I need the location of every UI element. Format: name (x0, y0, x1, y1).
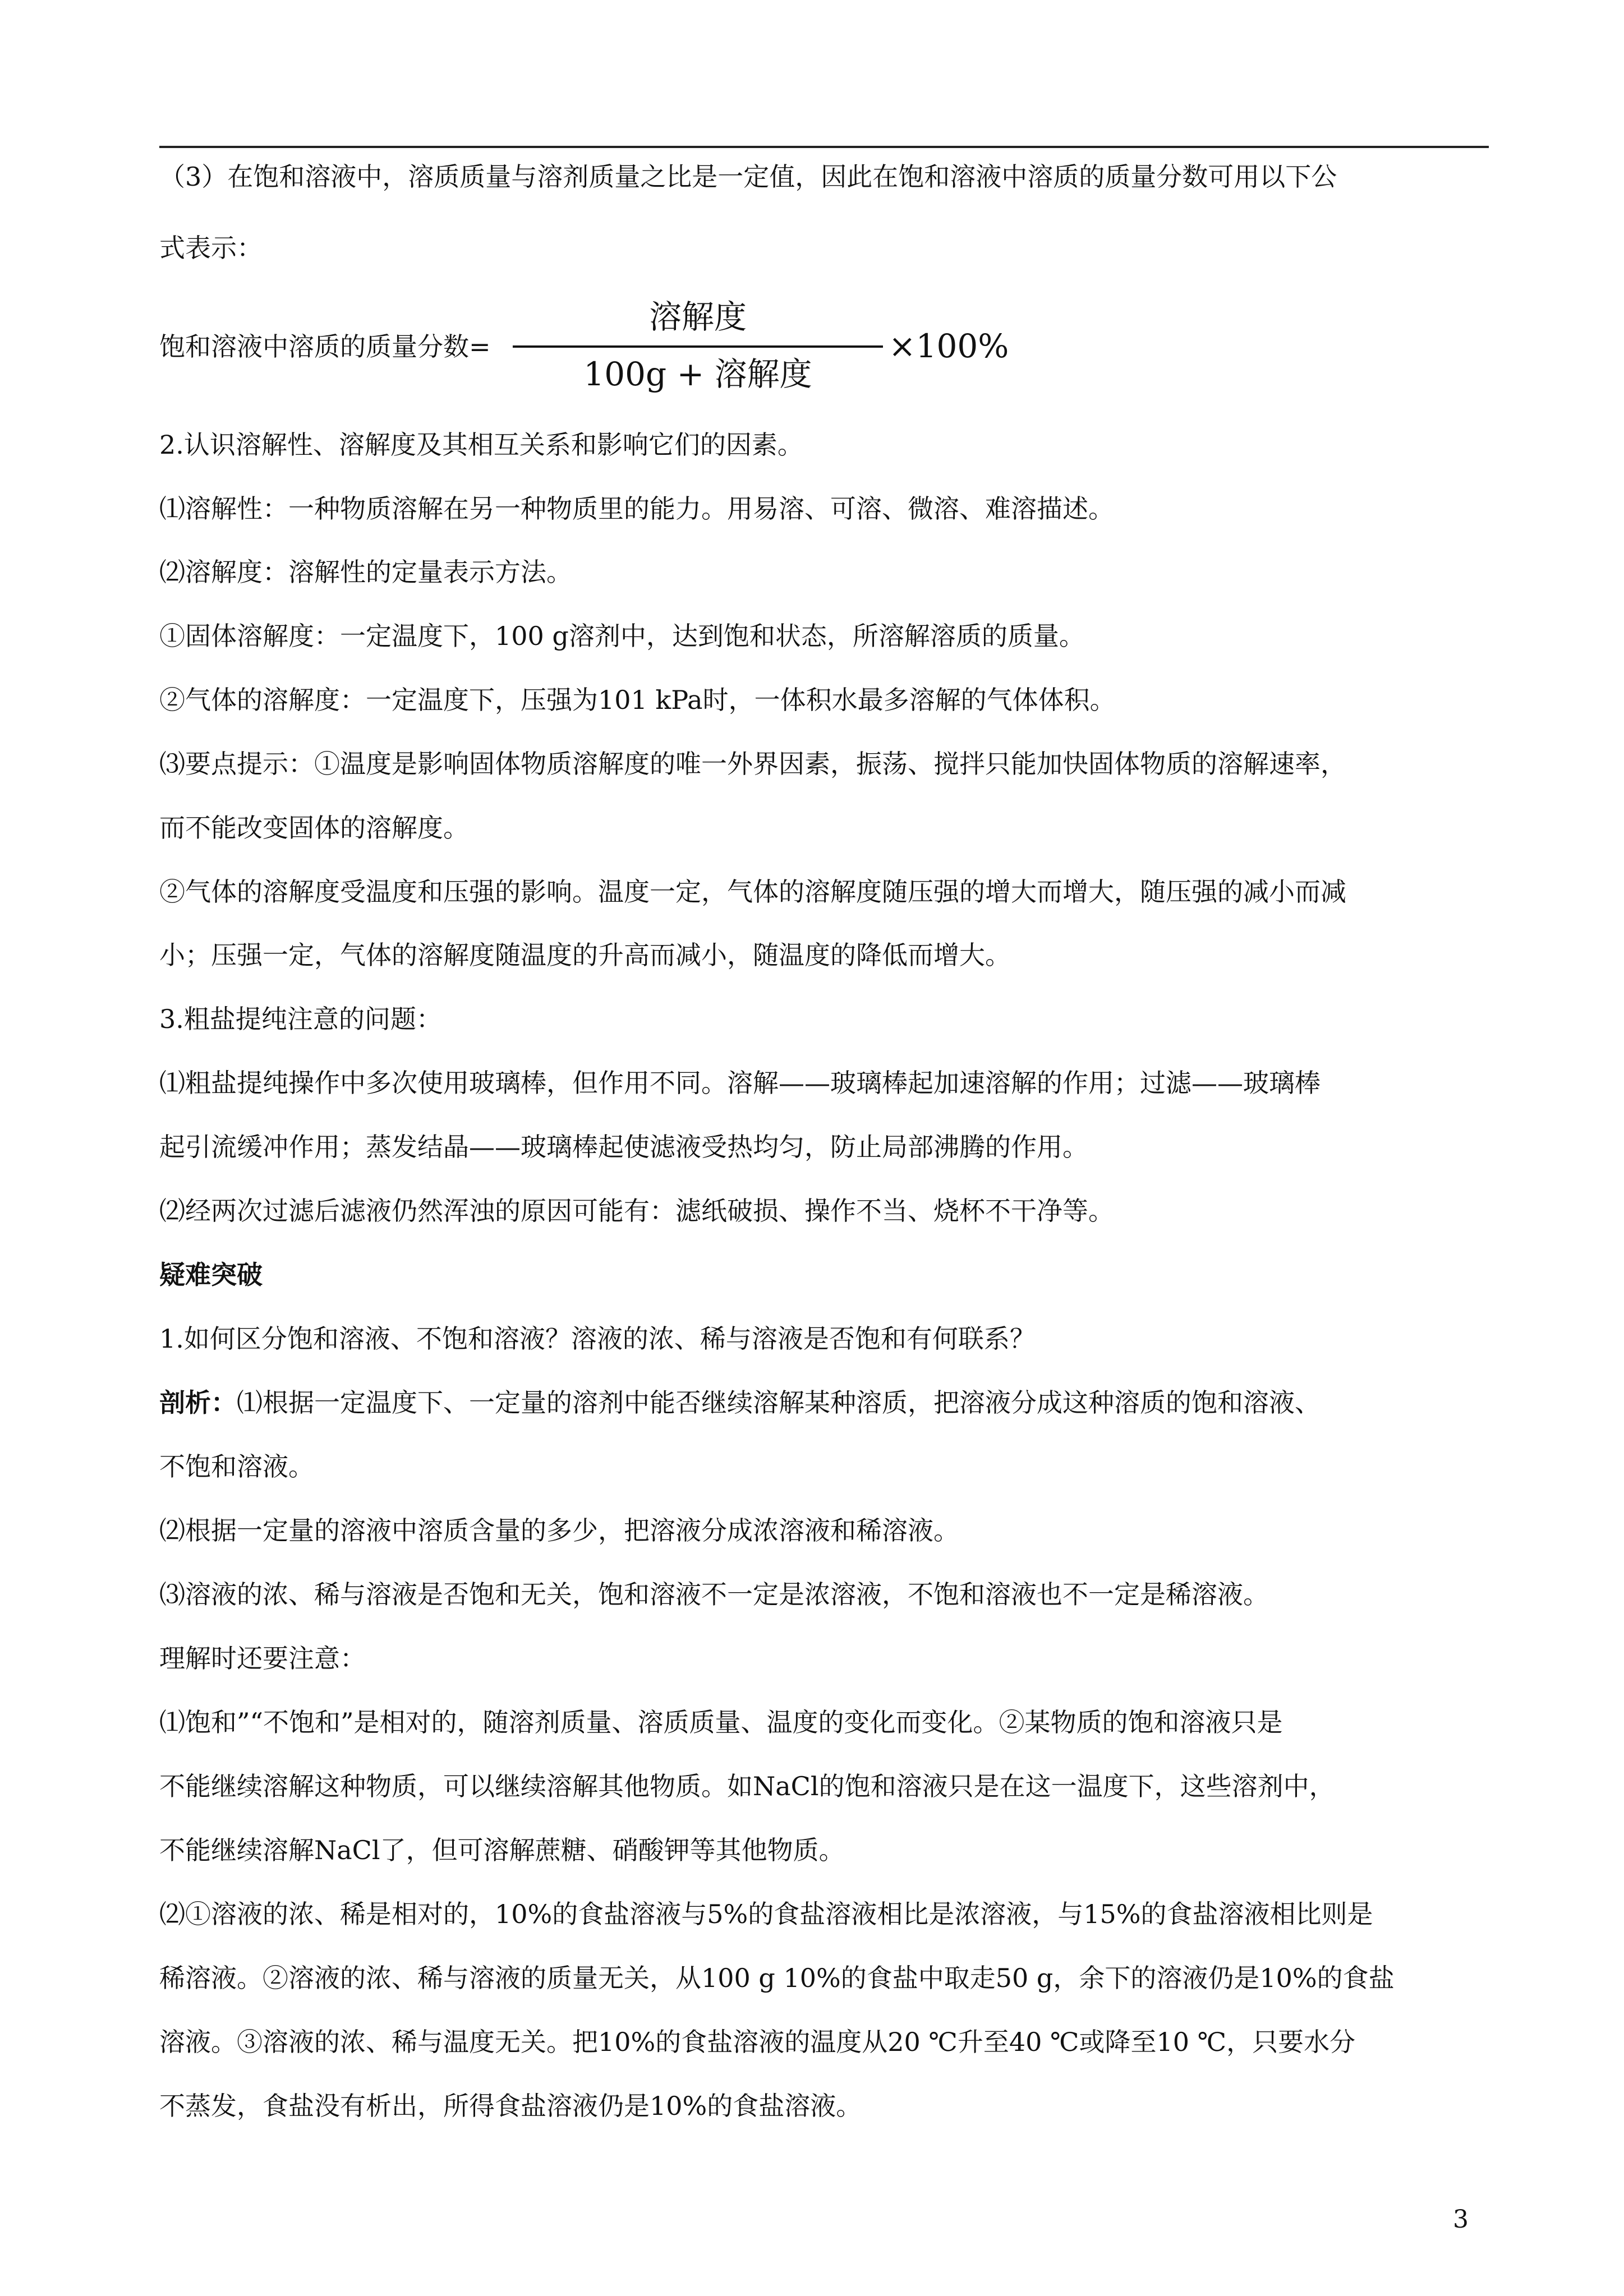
text-line: ⑵溶解度：溶解性的定量表示方法。 (159, 557, 572, 587)
text-line: ⑴粗盐提纯操作中多次使用玻璃棒，但作用不同。溶解——玻璃棒起加速溶解的作用；过滤——玻璃棒 (159, 1068, 1321, 1098)
text-line: 溶液。③溶液的浓、稀与温度无关。把10%的食盐溶液的温度从20 ℃升至40 ℃或降至10 ℃，只要水分 (159, 2027, 1356, 2057)
formula-rhs: ×100% (889, 327, 1009, 365)
text-line: 稀溶液。②溶液的浓、稀与溶液的质量无关，从100 g 10%的食盐中取走50 g，余下的溶液仍是10%的食盐 (159, 1963, 1395, 1993)
text-line: 2.认识溶解性、溶解度及其相互关系和影响它们的因素。 (159, 430, 803, 460)
analysis-label: 剖析： (159, 1387, 237, 1418)
analysis-text: ⑴根据一定温度下、一定量的溶剂中能否继续溶解某种溶质，把溶液分成这种溶质的饱和溶液、 (237, 1387, 1321, 1418)
text-line: ⑵经两次过滤后滤液仍然浑浊的原因可能有：滤纸破损、操作不当、烧杯不干净等。 (159, 1196, 1114, 1226)
text-line: ⑶要点提示：①温度是影响固体物质溶解度的唯一外界因素，振荡、搅拌只能加快固体物质的溶解速率， (159, 749, 1346, 779)
text-line: ⑵根据一定量的溶液中溶质含量的多少，把溶液分成浓溶液和稀溶液。 (159, 1515, 959, 1546)
text-line: 起引流缓冲作用；蒸发结晶——玻璃棒起使滤液受热均匀，防止局部沸腾的作用。 (159, 1132, 1088, 1162)
text-line: 不饱和溶液。 (159, 1451, 314, 1482)
text-line: （3）在饱和溶液中，溶质质量与溶剂质量之比是一定值，因此在饱和溶液中溶质的质量分数可用以下公 (159, 162, 1337, 192)
text-line: 不蒸发，食盐没有析出，所得食盐溶液仍是10%的食盐溶液。 (159, 2091, 862, 2121)
formula-denominator: 100g + 溶解度 (583, 355, 812, 393)
text-line: 不能继续溶解NaCl了，但可溶解蔗糖、硝酸钾等其他物质。 (159, 1835, 845, 1865)
text-line: 3.粗盐提纯注意的问题： (159, 1004, 442, 1034)
text-line: 1.如何区分饱和溶液、不饱和溶液？溶液的浓、稀与溶液是否饱和有何联系？ (159, 1324, 1036, 1354)
text-line: 小；压强一定，气体的溶解度随温度的升高而减小，随温度的降低而增大。 (159, 940, 1011, 970)
header-rule (159, 146, 1489, 148)
text-line: 而不能改变固体的溶解度。 (159, 813, 469, 843)
text-line: 理解时还要注意： (159, 1643, 366, 1673)
text-line: ②气体的溶解度受温度和压强的影响。温度一定，气体的溶解度随压强的增大而增大，随压强的减小而减 (159, 877, 1346, 907)
formula-numerator: 溶解度 (648, 298, 747, 336)
text-line: ①固体溶解度：一定温度下，100 g溶剂中，达到饱和状态，所溶解溶质的质量。 (159, 621, 1085, 651)
text-line: ⑵①溶液的浓、稀是相对的，10%的食盐溶液与5%的食盐溶液相比是浓溶液，与15%的食盐溶液相比则是 (159, 1899, 1373, 1929)
text-line: 式表示： (159, 233, 263, 263)
fraction-bar (513, 345, 883, 348)
formula-lhs: 饱和溶液中溶质的质量分数= (159, 331, 491, 362)
text-line: ⑴饱和”“不饱和”是相对的，随溶剂质量、溶质质量、温度的变化而变化。②某物质的饱和溶液只是 (159, 1707, 1283, 1737)
text-line: ⑶溶液的浓、稀与溶液是否饱和无关，饱和溶液不一定是浓溶液，不饱和溶液也不一定是稀溶液。 (159, 1579, 1269, 1610)
mass-fraction-formula (159, 292, 1009, 404)
text-line: 不能继续溶解这种物质，可以继续溶解其他物质。如NaCl的饱和溶液只是在这一温度下，这些溶剂中， (159, 1771, 1335, 1801)
text-line (159, 1386, 1494, 1419)
text-line: ⑴溶解性：一种物质溶解在另一种物质里的能力。用易溶、可溶、微溶、难溶描述。 (159, 494, 1114, 524)
text-line: ②气体的溶解度：一定温度下，压强为101 kPa时，一体积水最多溶解的气体体积。 (159, 685, 1116, 715)
formula-fraction (513, 292, 883, 404)
page-number: 3 (1453, 2205, 1469, 2234)
section-heading: 疑难突破 (159, 1260, 263, 1290)
